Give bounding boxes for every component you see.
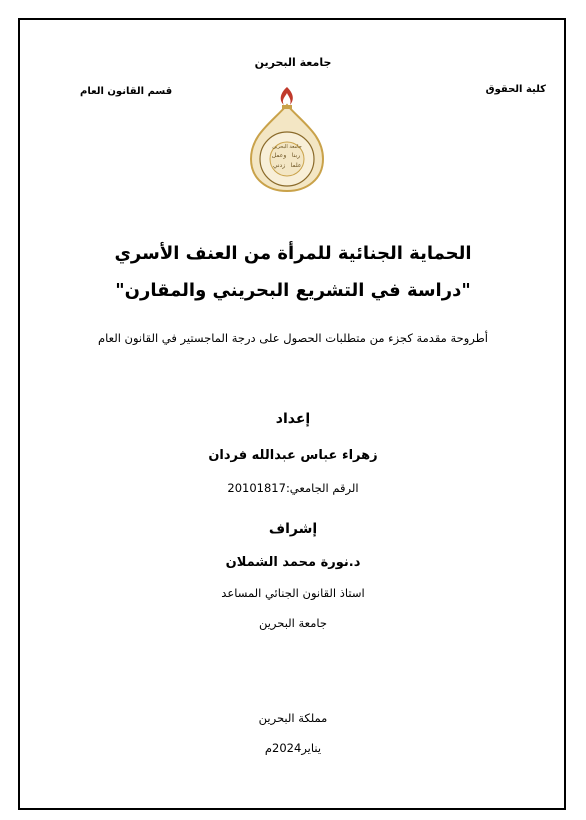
- thesis-subtitle: أطروحة مقدمة كجزء من متطلبات الحصول على درجة الماجستير في القانون العام: [98, 331, 488, 345]
- supervisor-position: استاذ القانون الجنائي المساعد: [221, 586, 365, 600]
- supervisor-institution: جامعة البحرين: [258, 616, 328, 630]
- country: مملكة البحرين: [258, 711, 328, 725]
- supervisor-name: د.نورة محمد الشملان: [225, 555, 361, 570]
- university-seal-logo: [241, 83, 333, 195]
- svg-text:علما: علما: [290, 162, 302, 169]
- supervision-label: إشراف: [268, 521, 318, 537]
- department-name: قسم القانون العام: [80, 86, 173, 97]
- svg-text:وعمل: وعمل: [271, 152, 287, 159]
- faculty-name: كلية الحقوق: [485, 84, 546, 95]
- svg-text:جامعة البحرين: جامعة البحرين: [272, 144, 302, 150]
- date: يناير2024م: [264, 741, 322, 755]
- author-name: زهراء عباس عبدالله فردان: [208, 448, 378, 463]
- student-id: الرقم الجامعي:20101817: [227, 481, 359, 495]
- thesis-title-line2: "دراسة في التشريع البحريني والمقارن": [115, 280, 471, 301]
- university-name: جامعة البحرين: [254, 56, 332, 69]
- svg-text:ربنا: ربنا: [291, 152, 301, 159]
- prepared-by-label: إعداد: [275, 411, 311, 427]
- svg-text:UNIVERSITY OF BAHRAIN: [241, 83, 243, 85]
- thesis-title-line1: الحماية الجنائية للمرأة من العنف الأسري: [114, 243, 472, 264]
- svg-text:زدني: زدني: [272, 162, 286, 169]
